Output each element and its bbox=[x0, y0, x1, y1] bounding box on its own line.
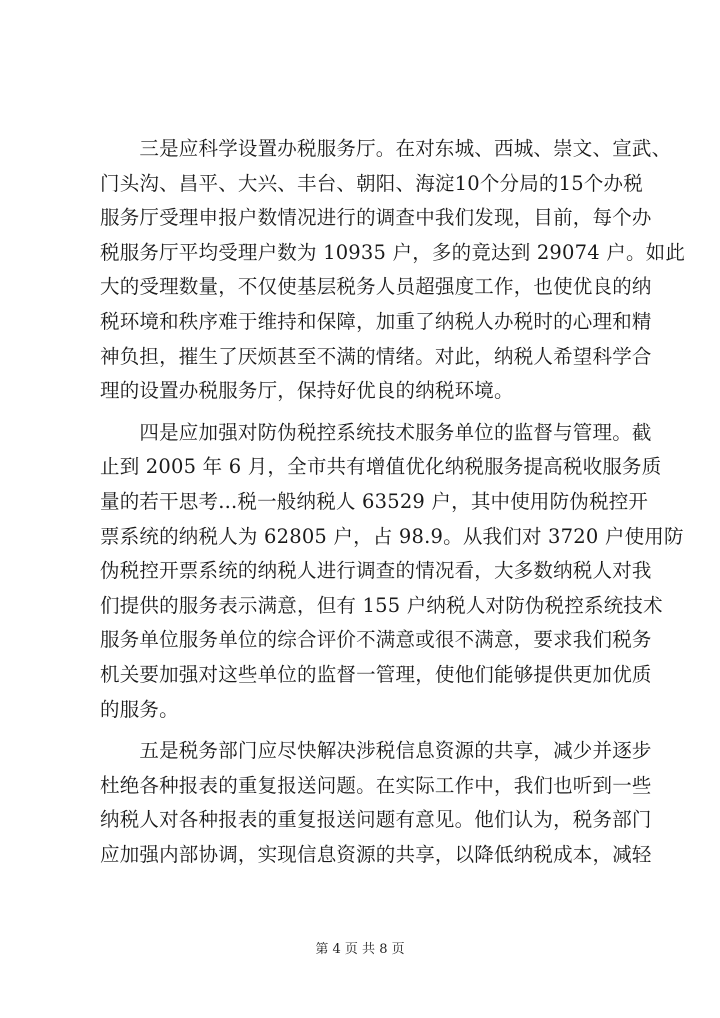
text-line: 纳税人对各种报表的重复报送问题有意见。他们认为，税务部门 bbox=[100, 808, 652, 832]
text-line: 服务厅受理申报户数情况进行的调查中我们发现，目前，每个办 bbox=[100, 206, 652, 230]
paragraph-4-tax-control-supervision bbox=[100, 416, 684, 727]
text-line: 服务单位服务单位的综合评价不满意或很不满意，要求我们税务 bbox=[100, 628, 652, 652]
text-line: 税环境和秩序难于维持和保障，加重了纳税人办税时的心理和精 bbox=[100, 309, 652, 333]
text-line: 杜绝各种报表的重复报送问题。在实际工作中，我们也听到一些 bbox=[100, 773, 652, 797]
text-line: 量的若干思考...税一般纳税人 63529 户，其中使用防伪税控开 bbox=[100, 489, 649, 513]
document-body bbox=[100, 132, 686, 879]
text-line: 神负担，摧生了厌烦甚至不满的情绪。对此，纳税人希望科学合 bbox=[100, 344, 652, 368]
text-line: 的服务。 bbox=[100, 697, 179, 721]
text-line: 税服务厅平均受理户数为 10935 户，多的竟达到 29074 户。如此 bbox=[100, 240, 686, 264]
text-line: 票系统的纳税人为 62805 户，占 98.9。从我们对 3720 户使用防 bbox=[100, 524, 684, 548]
paragraph-5-information-sharing bbox=[100, 734, 652, 872]
text-line: 止到 2005 年 6 月，全市共有增值优化纳税服务提高税收服务质 bbox=[100, 455, 662, 479]
text-line: 三是应科学设置办税服务厅。在对东城、西城、崇文、宣武、 bbox=[100, 137, 672, 160]
paragraph-3-office-halls bbox=[100, 132, 686, 409]
text-line: 伪税控开票系统的纳税人进行调查的情况看，大多数纳税人对我 bbox=[100, 559, 652, 583]
text-line: 五是税务部门应尽快解决涉税信息资源的共享，减少并逐步 bbox=[100, 739, 652, 763]
page-number-footer: 第 4 页 共 8 页 bbox=[315, 942, 405, 957]
text-line: 应加强内部协调，实现信息资源的共享，以降低纳税成本，减轻 bbox=[100, 842, 652, 866]
text-line: 大的受理数量，不仅使基层税务人员超强度工作，也使优良的纳 bbox=[100, 275, 652, 299]
text-line: 们提供的服务表示满意，但有 155 户纳税人对防伪税控系统技术 bbox=[100, 593, 663, 617]
text-line: 四是应加强对防伪税控系统技术服务单位的监督与管理。截 bbox=[100, 420, 652, 444]
text-line: 门头沟、昌平、大兴、丰台、朝阳、海淀10个分局的15个办税 bbox=[100, 171, 643, 195]
text-line: 机关要加强对这些单位的监督一管理，使他们能够提供更加优质 bbox=[100, 662, 652, 686]
text-line: 理的设置办税服务厅，保持好优良的纳税环境。 bbox=[100, 379, 514, 403]
